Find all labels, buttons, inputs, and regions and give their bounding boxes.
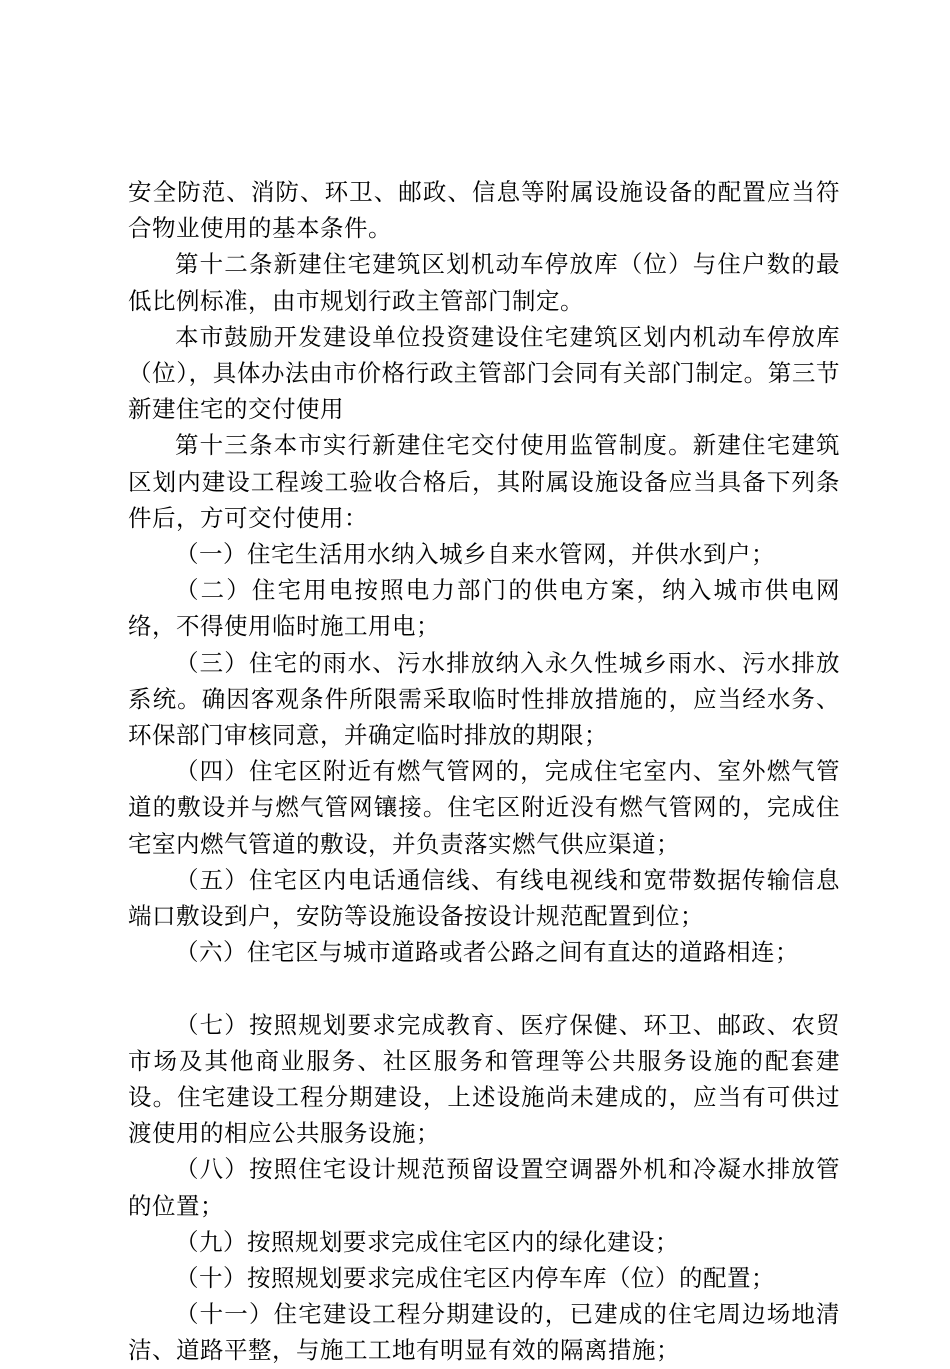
- paragraph-item-1: （一）住宅生活用水纳入城乡自来水管网，并供水到户；: [175, 540, 775, 569]
- paragraph-facilities-config: 安全防范、消防、环卫、邮政、信息等附属设施设备的配置应当符合物业使用的基本条件。: [128, 178, 840, 243]
- paragraph-item-3: （三）住宅的雨水、污水排放纳入永久性城乡雨水、污水排放系统。确因客观条件所限需采取临时性排放措施的，应当经水务、环保部门审核同意，并确定临时排放的期限；: [128, 648, 840, 750]
- paragraph-item-11: （十一）住宅建设工程分期建设的，已建成的住宅周边场地清洁、道路平整，与施工工地有明显有效的隔离措施；: [128, 1300, 840, 1365]
- paragraph-item-7: （七）按照规划要求完成教育、医疗保健、环卫、邮政、农贸市场及其他商业服务、社区服务和管理等公共服务设施的配套建设。住宅建设工程分期建设，上述设施尚未建成的，应当有可供过渡使用的相应公共服务设施；: [128, 1010, 840, 1148]
- paragraph-item-6: （六）住宅区与城市道路或者公路之间有直达的道路相连；: [175, 938, 799, 967]
- paragraph-item-10: （十）按照规划要求完成住宅区内停车库（位）的配置；: [175, 1264, 775, 1293]
- document-body: [128, 174, 840, 1369]
- paragraph-item-9: （九）按照规划要求完成住宅区内的绿化建设；: [175, 1227, 679, 1256]
- paragraph-item-2: （二）住宅用电按照电力部门的供电方案，纳入城市供电网络，不得使用临时施工用电；: [128, 576, 840, 641]
- paragraph-item-8: （八）按照住宅设计规范预留设置空调器外机和冷凝水排放管的位置；: [128, 1155, 840, 1220]
- paragraph-article-13: 第十三条本市实行新建住宅交付使用监管制度。新建住宅建筑区划内建设工程竣工验收合格后，其附属设施设备应当具备下列条件后，方可交付使用：: [128, 431, 840, 532]
- paragraph-article-12: 第十二条新建住宅建筑区划机动车停放库（位）与住户数的最低比例标准，由市规划行政主管部门制定。: [128, 250, 840, 315]
- blank-line: [128, 970, 840, 1006]
- paragraph-item-4: （四）住宅区附近有燃气管网的，完成住宅室内、室外燃气管道的敷设并与燃气管网镶接。住宅区附近没有燃气管网的，完成住宅室内燃气管道的敷设，并负责落实燃气供应渠道；: [128, 757, 840, 858]
- paragraph-parking-encouragement: 本市鼓励开发建设单位投资建设住宅建筑区划内机动车停放库（位），具体办法由市价格行政主管部门会同有关部门制定。第三节新建住宅的交付使用: [128, 322, 840, 424]
- paragraph-item-5: （五）住宅区内电话通信线、有线电视线和宽带数据传输信息端口敷设到户，安防等设施设备按设计规范配置到位；: [128, 865, 840, 931]
